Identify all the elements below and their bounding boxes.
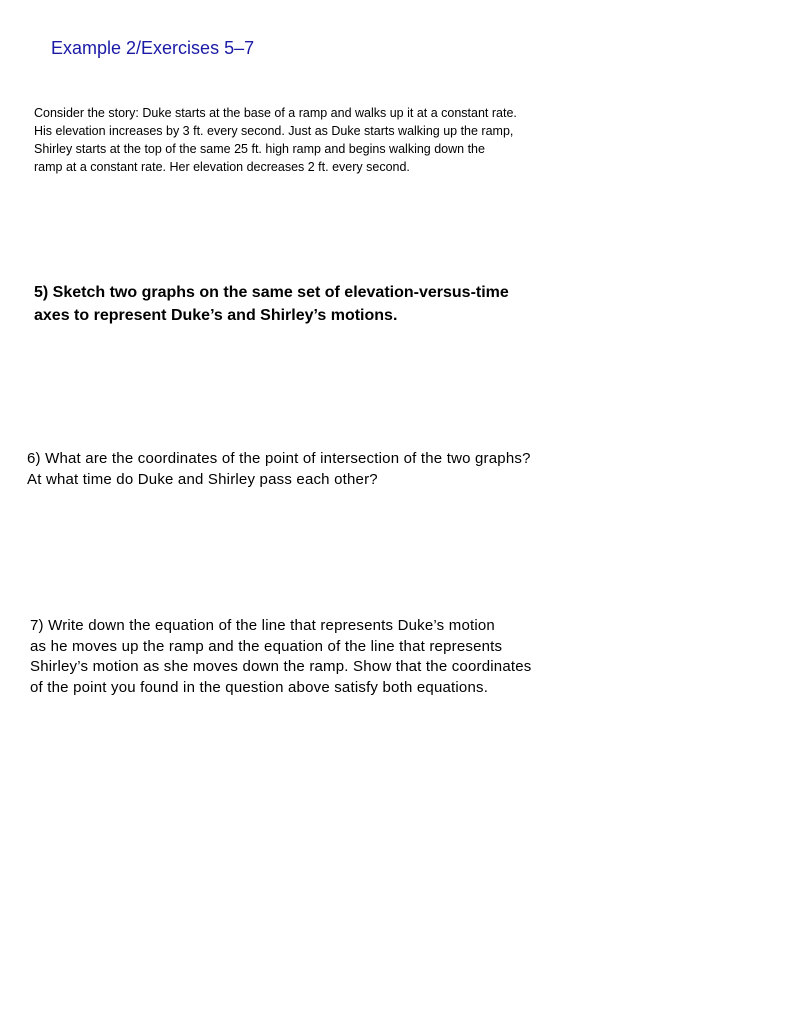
story-line: Consider the story: Duke starts at the base of a ramp and walks up it at a constant rate. [34, 106, 517, 120]
story-paragraph [34, 104, 594, 176]
exercise-6 [27, 448, 627, 490]
exercise-5 [34, 281, 594, 327]
story-line: ramp at a constant rate. Her elevation decreases 2 ft. every second. [34, 160, 410, 174]
exercise-6-line: At what time do Duke and Shirley pass each other? [27, 471, 378, 488]
exercise-6-line: 6) What are the coordinates of the point of intersection of the two graphs? [27, 450, 531, 467]
exercise-5-line: 5) Sketch two graphs on the same set of elevation-versus-time [34, 284, 509, 301]
story-line: Shirley starts at the top of the same 25 ft. high ramp and begins walking down the [34, 142, 485, 156]
page-title: Example 2/Exercises 5–7 [51, 38, 255, 58]
exercise-7-line: as he moves up the ramp and the equation of the line that represents [30, 637, 503, 655]
exercise-7 [30, 616, 630, 698]
story-line: His elevation increases by 3 ft. every second. Just as Duke starts walking up the ramp, [34, 124, 514, 138]
exercise-7-line: of the point you found in the question above satisfy both equations. [30, 678, 489, 696]
exercise-7-line: 7) Write down the equation of the line that represents Duke’s motion [30, 617, 495, 634]
exercise-7-line: Shirley’s motion as she moves down the ramp. Show that the coordinates [30, 658, 532, 675]
exercise-5-line: axes to represent Duke’s and Shirley’s motions. [34, 307, 398, 324]
